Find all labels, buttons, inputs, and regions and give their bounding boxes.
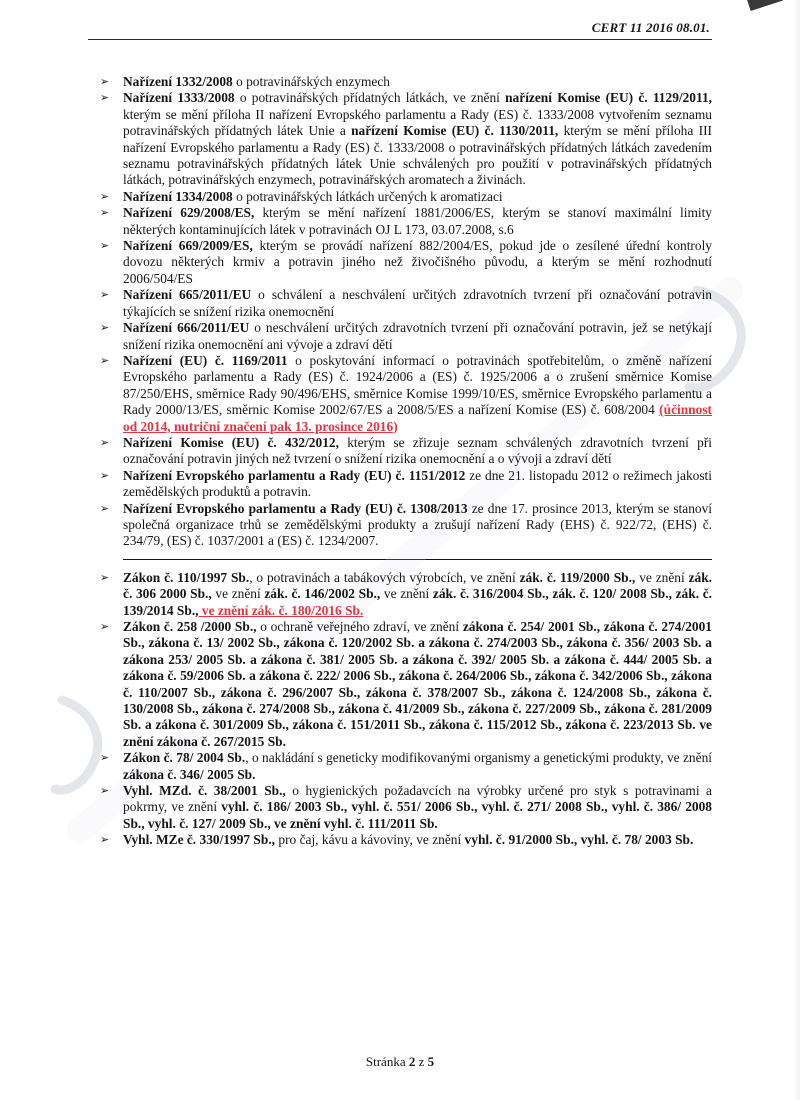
list-item (100, 189, 712, 205)
text-segment: Vyhl. MZe č. 330/1997 Sb., (123, 832, 276, 848)
arrow-bullet-icon: ➢ (100, 620, 110, 633)
text-segment: ve znění (211, 586, 265, 602)
text-segment: Nařízení Evropského parlamentu a Rady (EU) č. 1151/2012 (123, 467, 466, 483)
arrow-bullet-icon: ➢ (100, 206, 110, 220)
list-item (100, 570, 712, 619)
text-segment: o hygienických požadavcích na výrobky určené pro styk s potravinami a pokrmy, ve znění (123, 783, 712, 815)
text-segment: Nařízení 665/2011/EU (123, 287, 252, 303)
list-item (100, 353, 712, 435)
page-total: 5 (427, 1054, 435, 1069)
text-segment: kterým se mění příloha III nařízení Evropského parlamentu a Rady (ES) č. 1333/2008 o potravinářských přídatných látkách zavedením seznamu potravinářských přídatných látek Unie schválených pro použití v potravinářských přídatných látkách, potravinářských enzymech, potravinářských aromatech a živinách. (123, 123, 712, 188)
text-segment: Nařízení 1333/2008 (123, 90, 235, 106)
document-body (0, 40, 800, 849)
text-segment: vyhl. č. 186/ 2003 Sb., vyhl. č. 551/ 2006 Sb., vyhl. č. 271/ 2008 Sb., vyhl. č. 386/ 2008 Sb., vyhl. č. 127/ 2009 Sb., ve znění vyhl. č. 111/2011 Sb. (123, 799, 712, 831)
text-segment: , o potravinách a tabákových výrobcích, ve znění (249, 569, 520, 585)
text-segment: zák. č. 119/2000 Sb., (519, 569, 636, 585)
arrow-bullet-icon: ➢ (100, 239, 110, 253)
text-segment: zákona č. 346/ 2005 Sb. (123, 766, 256, 782)
arrow-bullet-icon: ➢ (100, 833, 110, 847)
text-segment: Nařízení 1332/2008 (123, 74, 233, 89)
list-item (100, 832, 712, 848)
list-item (100, 501, 712, 550)
list-item (100, 90, 712, 188)
list-item (100, 783, 712, 832)
text-segment: ze dne 21. listopadu 2012 o režimech jakosti zemědělských produktů a potravin. (123, 467, 712, 500)
text-segment: Zákon č. 78/ 2004 Sb. (123, 750, 246, 766)
text-segment: Nařízení 669/2009/ES, (123, 238, 253, 254)
text-segment: Nařízení 666/2011/EU (123, 320, 250, 336)
text-segment: o schválení a neschválení určitých zdravotních tvrzení při označování potravin týkajících se snížení rizika onemocnění (123, 287, 712, 319)
text-segment: o neschválení určitých zdravotních tvrzení při označování potravin, jež se netýkají snížení rizika onemocnění ani vývoje a zdraví dětí (123, 320, 712, 352)
regulations-list (100, 74, 712, 550)
text-segment: Nařízení Evropského parlamentu a Rady (EU) č. 1308/2013 (123, 500, 468, 516)
section-divider (123, 559, 712, 560)
list-item (100, 205, 712, 238)
list-item (100, 468, 712, 501)
arrow-bullet-icon: ➢ (100, 435, 110, 449)
arrow-bullet-icon: ➢ (100, 570, 110, 584)
text-segment: zák. č. 306 2000 Sb., (123, 569, 712, 602)
text-segment: kterým se zřizuje seznam schválených zdravotních tvrzení při označování potravin jiných než tvrzení o snížení rizika onemocnění a o vývoji a zdraví dětí (123, 434, 712, 467)
text-segment: ze dne 17. prosince 2013, kterým se stanoví společná organizace trhů se zemědělskými produkty a zrušují nařízení Rady (EHS) č. 922/72, (EHS) č. 234/79, (ES) č. 1037/2001 a (ES) č. 1234/2007. (123, 500, 712, 549)
text-segment: Nařízení 629/2008/ES, (123, 205, 255, 221)
arrow-bullet-icon: ➢ (100, 288, 110, 302)
text-segment: zák. č. 316/2004 Sb., zák. č. 120/ 2008 Sb., zák. č. 139/2014 Sb., (123, 586, 712, 618)
text-segment: nařízení Komise (EU) č. 1130/2011, (351, 123, 559, 139)
list-item (100, 238, 712, 287)
text-segment: o poskytování informací o potravinách spotřebitelům, o změně nařízení Evropského parlamentu a Rady (ES) č. 1924/2006 a (ES) č. 1925/2006 a o zrušení směrnice Komise 87/250/EHS, směrnice Rady 90/496/EHS, směrnice Komise 1999/10/ES, směrnice Evropského parlamentu a Rady 2000/13/ES, směrnic Komise 2002/67/ES a 2008/5/ES a nařízení Komise (ES) č. 608/2004 (123, 352, 712, 418)
text-segment: pro čaj, kávu a kávoviny, ve znění (275, 832, 465, 848)
list-item (100, 619, 712, 750)
text-segment: (účinnost od 2014, nutriční značení pak 13. prosince 2016) (123, 402, 712, 434)
arrow-bullet-icon: ➢ (100, 353, 110, 367)
text-segment: zákona č. 254/ 2001 Sb., zákona č. 274/2001 Sb., zákona č. 13/ 2002 Sb., zákona č. 120/2002 Sb. a zákona č. 274/2003 Sb., zákona č. 356/ 2003 Sb. a zákona 253/ 2005 Sb. a zákona č. 381/ 2005 Sb. a zákona č. 392/ 2005 Sb. a zákona č. 444/ 2005 Sb. a zákona č. 59/2006 Sb. a zákona č. 222/ 2006 Sb., zákona č. 264/2006 Sb., zákona č. 342/2006 Sb., zákona č. 110/2007 Sb., zákona č. 296/2007 Sb., zákona č. 378/2007 Sb., zákona č. 124/2008 Sb., zákona č. 130/2008 Sb., zákona č. 274/2008 Sb., zákona č. 41/2009 Sb., zákona č. 227/2009 Sb., zákona č. 281/2009 Sb. a zákona č. 301/2009 Sb., zákona č. 151/2011 Sb., zákona č. 115/2012 Sb., zákona č. 223/2013 Sb. ve znění zákona č. 267/2015 Sb. (123, 619, 712, 749)
text-segment: ve znění zák. č. 180/2016 Sb. (198, 602, 364, 618)
footer-separator: z (415, 1054, 428, 1069)
text-segment: zák. č. 146/2002 Sb., (264, 586, 381, 602)
text-segment: o potravinářských enzymech (232, 74, 390, 89)
text-segment: Nařízení Komise (EU) č. 432/2012, (123, 434, 339, 450)
page-number: 2 (408, 1054, 416, 1069)
text-segment: ve znění (380, 586, 433, 602)
text-segment: Zákon č. 258 /2000 Sb., (123, 619, 257, 634)
page-header (0, 0, 800, 40)
page-footer (0, 1054, 800, 1070)
list-item (100, 287, 712, 320)
arrow-bullet-icon: ➢ (100, 75, 110, 88)
text-segment: Nařízení 1334/2008 (123, 188, 233, 204)
arrow-bullet-icon: ➢ (100, 784, 110, 798)
text-segment: o potravinářských látkách určených k aromatizaci (232, 188, 503, 204)
text-segment: Zákon č. 110/1997 Sb. (123, 569, 250, 585)
list-item (100, 750, 712, 783)
list-item (100, 74, 712, 90)
arrow-bullet-icon: ➢ (100, 321, 110, 335)
text-segment: Nařízení (EU) č. 1169/2011 (123, 352, 288, 368)
arrow-bullet-icon: ➢ (100, 751, 110, 765)
arrow-bullet-icon: ➢ (100, 501, 110, 515)
text-segment: kterým se mění nařízení 1881/2006/ES, kterým se stanoví maximální limity některých kontaminujících látek v potravinách OJ L 173, 03.07.2008, s.6 (123, 205, 712, 237)
document-reference: CERT 11 2016 08.01. (591, 20, 710, 35)
text-segment: vyhl. č. 91/2000 Sb., vyhl. č. 78/ 2003 Sb. (464, 832, 694, 848)
list-item (100, 435, 712, 468)
footer-label: Stránka (365, 1054, 409, 1069)
text-segment: nařízení Komise (EU) č. 1129/2011, (505, 90, 713, 106)
laws-list (100, 570, 712, 849)
text-segment: ve znění (635, 569, 689, 585)
text-segment: , o nakládání s geneticky modifikovanými organismy a genetickými produkty, ve znění (245, 750, 712, 766)
arrow-bullet-icon: ➢ (100, 91, 110, 105)
text-segment: Vyhl. MZd. č. 38/2001 Sb., (123, 783, 286, 799)
text-segment: o potravinářských přídatných látkách, ve znění (234, 90, 506, 106)
arrow-bullet-icon: ➢ (100, 468, 110, 482)
list-item (100, 320, 712, 353)
text-segment: o ochraně veřejného zdraví, ve znění (256, 619, 463, 634)
text-segment: kterým se provádí nařízení 882/2004/ES, pokud jde o zesílené úřední kontroly dovozu některých krmiv a potravin jiného než živočišného původu, a kterým se mění rozhodnutí 2006/504/ES (123, 238, 713, 286)
arrow-bullet-icon: ➢ (100, 189, 110, 203)
text-segment: kterým se mění příloha II nařízení Evropského parlamentu a Rady (ES) č. 1333/2008 vytvořením seznamu potravinářských přídatných látek Unie a (123, 106, 712, 139)
